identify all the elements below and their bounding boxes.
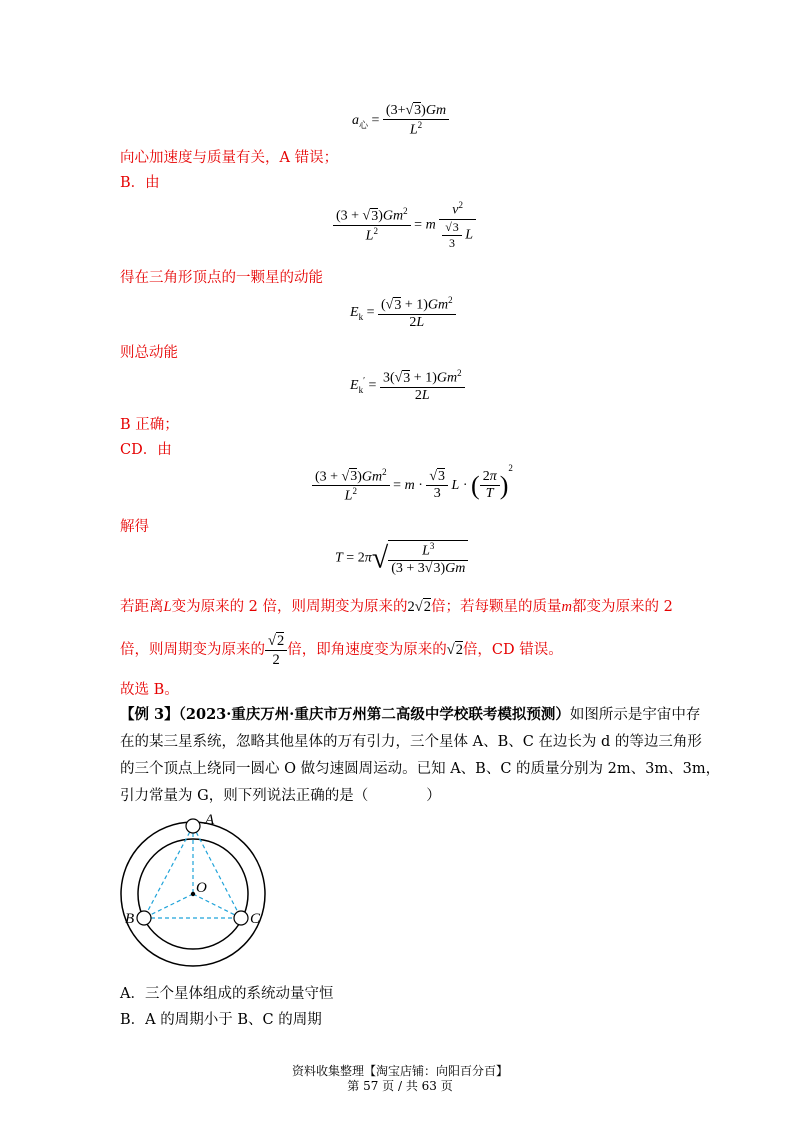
conclusion-line-1: 若距离L变为原来的 2 倍，则周期变为原来的2√2倍；若每颗星的质量m都变为原来的 2 (120, 599, 673, 615)
text-line-3: 得在三角形顶点的一颗星的动能 (120, 270, 323, 286)
option-A: A．三个星体组成的系统动量守恒 (120, 986, 334, 1002)
example-line-3: 的三个顶点上绕同一圆心 O 做匀速圆周运动。已知 A、B、C 的质量分别为 2m、3m、3m， (120, 761, 721, 777)
p1e: m (561, 599, 572, 615)
label-C: C (250, 911, 261, 927)
star-B (137, 911, 151, 925)
text-line-7: 解得 (120, 519, 149, 535)
formula-total-energy: $E_k'$ = $\frac{3(√3 + 1)Gm^2}{2L}$ (350, 368, 465, 404)
option-B: B．A 的周期小于 B、C 的周期 (120, 1012, 322, 1028)
example-text-1: 如图所示是宇宙中存 (569, 707, 701, 723)
p1b: L (163, 599, 172, 615)
example-line-2: 在的某三星系统，忽略其他星体的万有引力，三个星体 A、B、C 在边长为 d 的等边三角形 (120, 734, 702, 750)
formula-period-result: T = 2π√ $\frac{L^3}{(3 + 3√3)Gm}$ (335, 540, 468, 577)
star-C (234, 911, 248, 925)
p2c: 倍，CD 错误。 (462, 642, 563, 658)
star-A (186, 819, 200, 833)
formula-acceleration: $a_心$ = $\frac{(3+√3)Gm}{L^2}$ (352, 103, 449, 139)
text-line-2: B．由 (120, 175, 160, 191)
three-star-diagram (115, 808, 285, 978)
label-B: B (125, 911, 135, 927)
label-A: A (205, 812, 215, 828)
p1d: 倍；若每颗星的质量 (431, 599, 562, 615)
formula-force-balance: $\frac{(3 + √3)Gm^2}{L^2}$ = m $v^2$ $\frac{√3}{3}$ L (333, 200, 476, 251)
text-line-6: CD．由 (120, 442, 172, 458)
p2a: 倍，则周期变为原来的 (120, 642, 265, 658)
text-line-5: B 正确； (120, 417, 179, 433)
conclusion-line-2: 倍，则周期变为原来的 $\frac{√2}{2}$ 倍，即角速度变为原来的√2倍，CD 错误。 (120, 632, 563, 668)
p1c: 变为原来的 2 倍，则周期变为原来的 (171, 599, 408, 615)
formula-kinetic-energy: $E_k$ = $\frac{(√3 + 1)Gm^2}{2L}$ (350, 295, 456, 331)
p1a: 若距离 (120, 599, 164, 615)
example-source: （2023·重庆万州·重庆市万州第二高级中学校联考模拟预测） (178, 706, 570, 723)
text-line-1: 向心加速度与质量有关，A 错误； (120, 150, 339, 166)
footer-page-number: 第 57 页 / 共 63 页 (347, 1079, 453, 1093)
p2b: 倍，即角速度变为原来的 (287, 642, 447, 658)
center-point (191, 892, 195, 896)
text-line-8: 故选 B。 (120, 682, 179, 698)
example-line-1 (120, 705, 700, 725)
footer-source: 资料收集整理【淘宝店铺：向阳百分百】 (291, 1064, 508, 1078)
example-tag: 【例 3】 (120, 706, 179, 723)
text-line-4: 则总动能 (120, 345, 178, 361)
example-line-4: 引力常量为 G，则下列说法正确的是（ ） (120, 788, 441, 804)
formula-period-balance: $\frac{(3 + √3)Gm^2}{L^2}$ = m · $\frac{√3}{3}$ L · ( $\frac{2\pi}{T}$ )$^2$ (312, 463, 513, 505)
p1f: 都变为原来的 2 (571, 599, 673, 615)
label-O: O (196, 880, 207, 896)
